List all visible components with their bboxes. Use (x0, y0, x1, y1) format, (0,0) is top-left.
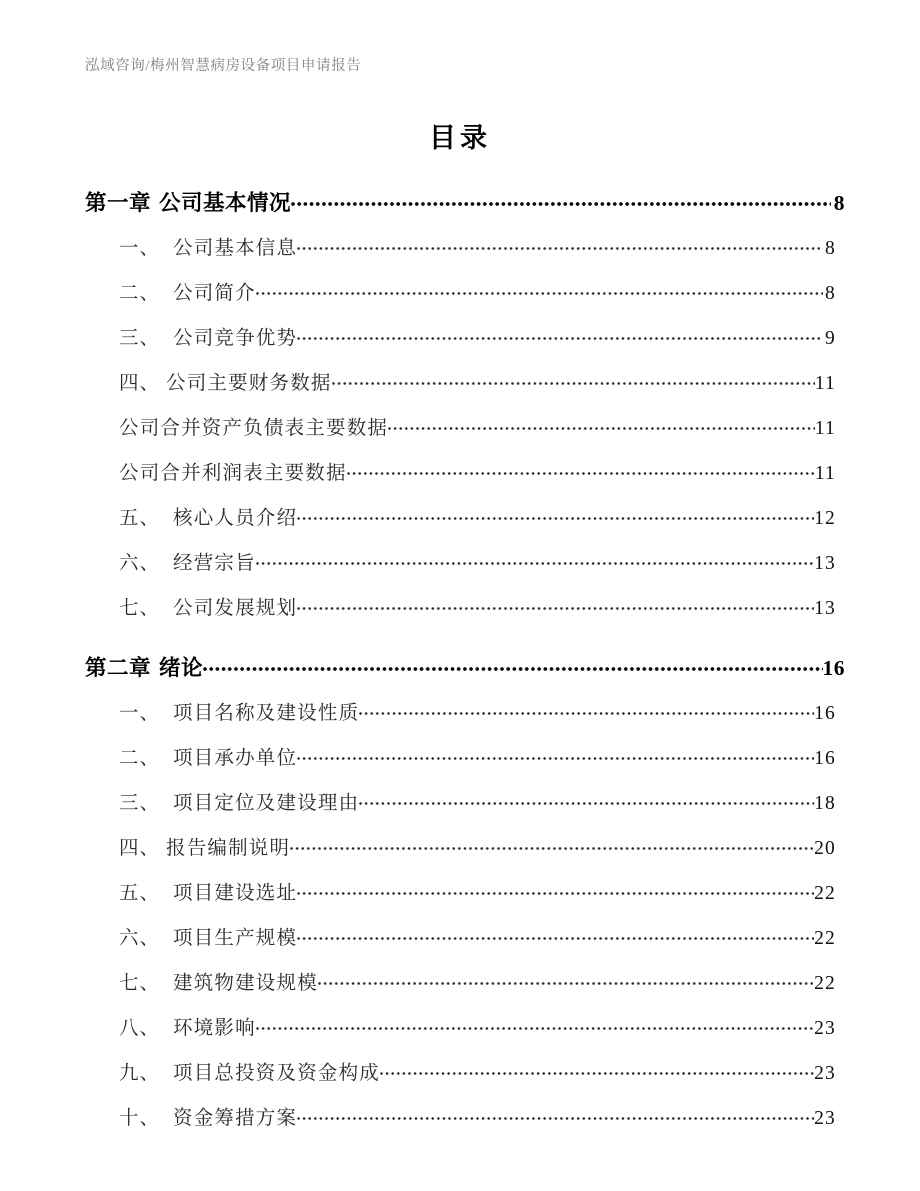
toc-entry-label (119, 877, 297, 905)
toc-entry-label (119, 457, 347, 485)
toc-section-entry[interactable] (85, 922, 845, 967)
running-header: 泓域咨询/梅州智慧病房设备项目申请报告 (85, 58, 362, 74)
toc-section-entry[interactable] (85, 502, 845, 547)
toc-entry-number: 六、 (119, 928, 161, 949)
toc-entry-text: 核心人员介绍 (173, 508, 298, 529)
toc-entry-page-number: 22 (814, 883, 836, 904)
toc-section-entry[interactable] (85, 592, 845, 637)
toc-entry-page-number: 18 (814, 793, 836, 814)
toc-entry-text: 建筑物建设规模 (173, 973, 318, 994)
toc-entry-label (85, 651, 203, 682)
toc-dot-leader (347, 460, 815, 480)
toc-entry-label (119, 232, 297, 260)
toc-dot-leader (256, 1015, 814, 1035)
toc-chapter-entry[interactable] (85, 186, 845, 232)
toc-entry-number: 八、 (119, 1018, 161, 1039)
toc-entry-page-number: 11 (814, 463, 836, 484)
toc-entry-text: 项目总投资及资金构成 (173, 1063, 381, 1084)
toc-dot-leader (297, 505, 814, 525)
toc-dot-leader (203, 654, 822, 676)
toc-entry-text: 项目定位及建设理由 (173, 793, 360, 814)
toc-entry-number: 十、 (119, 1108, 161, 1129)
toc-entry-page-number: 13 (814, 553, 836, 574)
toc-dot-leader (359, 790, 814, 810)
toc-entry-page-number: 11 (814, 373, 836, 394)
toc-entry-number: 七、 (119, 598, 161, 619)
toc-section-entry[interactable] (85, 742, 845, 787)
toc-section-entry[interactable] (85, 412, 845, 457)
toc-section-entry[interactable] (85, 547, 845, 592)
toc-section-entry[interactable] (85, 967, 845, 1012)
toc-entry-text: 环境影响 (173, 1018, 256, 1039)
toc-entry-text: 绪论 (159, 656, 204, 680)
toc-dot-leader (256, 280, 823, 300)
toc-entry-number: 四、 (119, 373, 161, 394)
toc-entry-page-number: 13 (814, 598, 836, 619)
toc-dot-leader (388, 415, 815, 435)
toc-section-entry[interactable] (85, 367, 845, 412)
toc-entry-number: 一、 (119, 238, 161, 259)
toc-entry-page-number: 16 (814, 748, 836, 769)
toc-dot-leader (297, 925, 814, 945)
toc-entry-text: 报告编制说明 (166, 838, 291, 859)
toc-entry-number: 第二章 (85, 656, 152, 680)
toc-entry-number: 三、 (119, 793, 161, 814)
toc-entry-text: 项目名称及建设性质 (173, 703, 360, 724)
toc-entry-text: 公司简介 (173, 283, 256, 304)
toc-entry-text: 项目承办单位 (173, 748, 298, 769)
toc-section-entry[interactable] (85, 277, 845, 322)
toc-entry-label (119, 412, 388, 440)
table-of-contents (85, 186, 845, 1147)
toc-entry-label (119, 967, 318, 995)
toc-entry-page-number: 16 (814, 703, 836, 724)
toc-dot-leader (297, 325, 823, 345)
toc-entry-page-number: 16 (822, 656, 845, 680)
toc-entry-label (119, 502, 297, 530)
toc-entry-number: 七、 (119, 973, 161, 994)
toc-entry-label (85, 186, 291, 217)
toc-section-entry[interactable] (85, 877, 845, 922)
toc-section-gap (85, 637, 845, 651)
toc-entry-text: 公司竞争优势 (173, 328, 298, 349)
toc-dot-leader (256, 550, 814, 570)
toc-entry-text: 公司主要财务数据 (166, 373, 332, 394)
toc-entry-page-number: 12 (814, 508, 836, 529)
toc-entry-page-number: 22 (814, 928, 836, 949)
toc-entry-label (119, 592, 297, 620)
toc-entry-number: 第一章 (85, 191, 152, 215)
toc-section-entry[interactable] (85, 787, 845, 832)
toc-entry-number: 一、 (119, 703, 161, 724)
toc-entry-text: 资金筹措方案 (173, 1108, 298, 1129)
toc-entry-page-number: 9 (825, 328, 836, 349)
toc-entry-page-number: 11 (814, 418, 836, 439)
toc-dot-leader (297, 1105, 814, 1125)
toc-section-entry[interactable] (85, 1012, 845, 1057)
toc-entry-label (119, 1102, 297, 1130)
toc-entry-text: 项目建设选址 (173, 883, 298, 904)
toc-entry-page-number: 23 (814, 1018, 836, 1039)
toc-section-entry[interactable] (85, 322, 845, 367)
toc-entry-text: 公司合并资产负债表主要数据 (119, 418, 389, 439)
toc-entry-number: 三、 (119, 328, 161, 349)
toc-section-entry[interactable] (85, 1102, 845, 1147)
toc-entry-label (119, 832, 290, 860)
toc-entry-label (119, 367, 332, 395)
toc-dot-leader (297, 235, 823, 255)
toc-entry-label (119, 1057, 380, 1085)
toc-dot-leader (297, 595, 814, 615)
toc-entry-page-number: 8 (825, 283, 836, 304)
toc-dot-leader (359, 700, 814, 720)
toc-dot-leader (380, 1060, 814, 1080)
toc-entry-page-number: 22 (814, 973, 836, 994)
toc-section-entry[interactable] (85, 1057, 845, 1102)
toc-entry-text: 公司基本信息 (173, 238, 298, 259)
toc-dot-leader (297, 745, 814, 765)
toc-entry-text: 公司基本情况 (159, 191, 292, 215)
toc-entry-label (119, 322, 297, 350)
toc-entry-label (119, 277, 256, 305)
toc-entry-number: 二、 (119, 748, 161, 769)
toc-entry-label (119, 1012, 256, 1040)
toc-entry-page-number: 23 (814, 1108, 836, 1129)
toc-section-entry[interactable] (85, 232, 845, 277)
toc-entry-label (119, 742, 297, 770)
toc-entry-number: 六、 (119, 553, 161, 574)
toc-entry-number: 九、 (119, 1063, 161, 1084)
toc-entry-text: 公司合并利润表主要数据 (119, 463, 347, 484)
toc-entry-label (119, 787, 359, 815)
toc-entry-text: 经营宗旨 (173, 553, 256, 574)
toc-dot-leader (332, 370, 815, 390)
toc-section-entry[interactable] (85, 697, 845, 742)
toc-section-entry[interactable] (85, 457, 845, 502)
toc-entry-label (119, 922, 297, 950)
toc-entry-page-number: 23 (814, 1063, 836, 1084)
toc-entry-number: 五、 (119, 883, 161, 904)
toc-entry-page-number: 20 (814, 838, 836, 859)
toc-entry-page-number: 8 (825, 238, 836, 259)
toc-entry-label (119, 697, 359, 725)
toc-dot-leader (297, 880, 814, 900)
toc-dot-leader (318, 970, 814, 990)
toc-entry-text: 项目生产规模 (173, 928, 298, 949)
toc-entry-number: 五、 (119, 508, 161, 529)
toc-chapter-entry[interactable] (85, 651, 845, 697)
toc-entry-label (119, 547, 256, 575)
page-title: 目录 (429, 123, 491, 153)
toc-entry-page-number: 8 (833, 191, 845, 215)
toc-entry-number: 四、 (119, 838, 161, 859)
toc-dot-leader (291, 189, 831, 211)
toc-entry-text: 公司发展规划 (173, 598, 298, 619)
toc-entry-number: 二、 (119, 283, 161, 304)
toc-dot-leader (290, 835, 814, 855)
toc-section-entry[interactable] (85, 832, 845, 877)
